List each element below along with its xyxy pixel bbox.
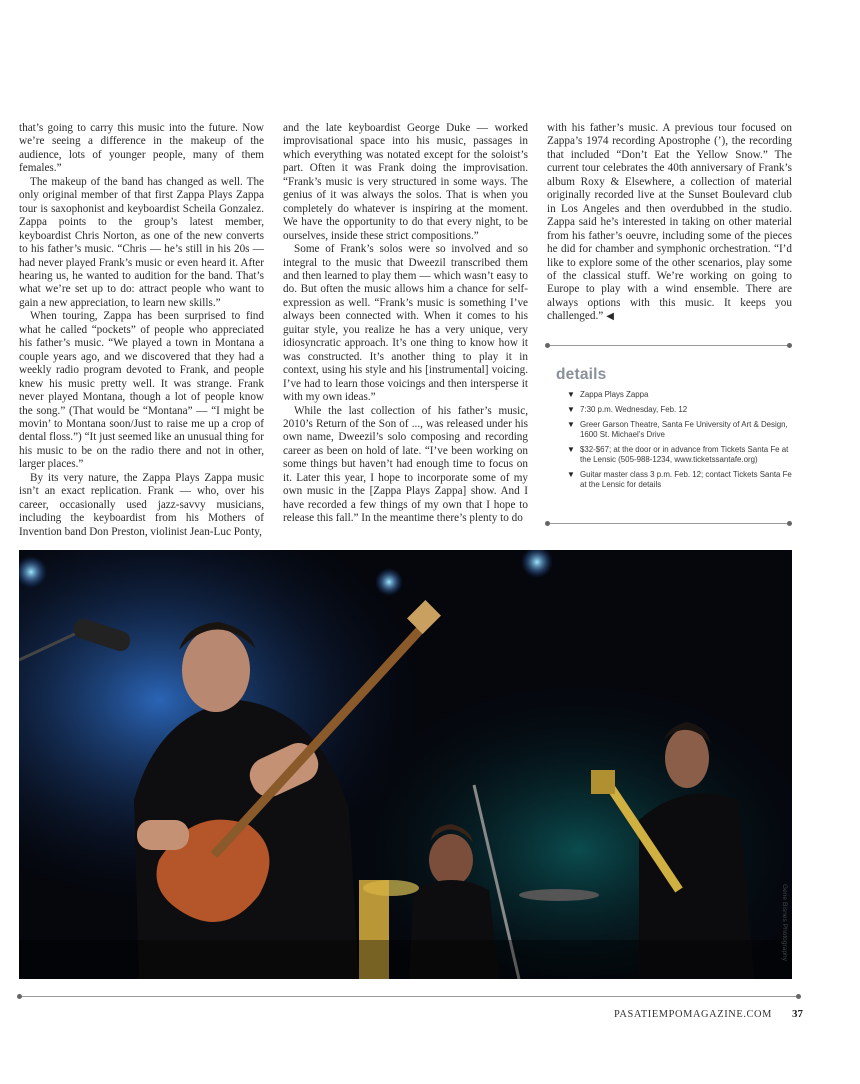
article-column-3 (547, 122, 792, 324)
details-item (547, 405, 792, 415)
details-item-text: Greer Garson Theatre, Santa Fe University of Art & Design, 1600 St. Michael’s Drive (580, 420, 788, 439)
triangle-bullet-icon: ▼ (567, 405, 575, 414)
details-item-text: Zappa Plays Zappa (580, 390, 649, 399)
footer-site-text: PASATIEMPOMAGAZINE.COM (613, 1009, 772, 1020)
footer-rule (19, 996, 799, 997)
details-item-text: $32-$67; at the door or in advance from Tickets Santa Fe at the Lensic (505-988-1234, www.ticketssantafe.org) (580, 445, 789, 464)
triangle-bullet-icon: ▼ (567, 420, 575, 429)
details-box (547, 362, 792, 495)
paragraph: When touring, Zappa has been surprised to find what he called “pockets” of people who appreciated his father’s music. “We played a town in Montana a couple years ago, and we discovered that they had a weekly radio program devoted to Frank, and people knew his music pretty well. It was strange. Frank never played Montana, though a lot of people know the song.” (That would be “Montana” — “I might be movin’ to Montana soon/Just to raise me up a crop of dental floss.”) “It just seemed like an unusual thing for his music to be on the radio there and not in other, larger places.” (19, 310, 264, 471)
paragraph: The makeup of the band has changed as well. The only original member of that first Zappa Plays Zappa tour is saxophonist and keyboardist Scheila Gonzalez. Zappa points to the group’s latest member, keyboardist Chris Norton, as one of the new converts to his father’s music. “Chris — he’s still in his 20s — had never played Frank’s music or even heard it. After hearing us, he wanted to audition for the band. That’s what we’re set up to do: attract people who want to gain a new appreciation, to learn new skills.” (19, 175, 264, 309)
details-bottom-rule (547, 523, 790, 524)
paragraph-text: with his father’s music. A previous tour focused on Zappa’s 1974 recording Apostrophe (’), the recording that included “Don’t Eat the Yellow Snow.” The current tour celebrates the 40th anniversary of Frank’s album Roxy & Elsewhere, a collection of material originally recorded live at the Sunset Boulevard club in Los Angeles and then overdubbed in the studio. Zappa said he’s interested in taking on other material from his father’s oeuvre, including some of the pieces he did for chamber and symphonic orchestration. “I’d like to explore some of the other scenarios, play some of the classical stuff. We’re working on going to Europe to play with a wind ensemble. There are always options with this music. It keeps you challenged.” (547, 122, 792, 323)
page-number: 37 (792, 1008, 803, 1020)
article-column-1 (19, 122, 264, 539)
article-column-2 (283, 122, 528, 526)
details-top-rule (547, 345, 790, 346)
paragraph: Some of Frank’s solos were so involved and so integral to the music that Dweezil transcribed them and then learned to play them — which wasn’t easy to do. But often the music allows him a chance for self-expression as well. “Frank’s music is something I’ve always been connected with. When it comes to his guitar style, you realize he has a very unique, very idiosyncratic approach. It’s one thing to know how it was constructed. It’s another thing to play it in context, using his style and his [instrumental] voicing. I’ve had to learn those voicings and then intersperse it with my own ideas.” (283, 243, 528, 404)
triangle-bullet-icon: ▼ (567, 390, 575, 399)
details-item (547, 390, 792, 400)
stage-light (375, 568, 403, 596)
footer-site (614, 1009, 772, 1020)
triangle-bullet-icon: ▼ (567, 445, 575, 454)
details-item (547, 420, 792, 440)
photo-credit: Gene Bisnes Photography (781, 884, 788, 961)
details-item (547, 470, 792, 490)
details-item-text: Guitar master class 3 p.m. Feb. 12; contact Tickets Santa Fe at the Lensic for details (580, 470, 792, 489)
concert-photo-illustration (19, 550, 792, 979)
paragraph: By its very nature, the Zappa Plays Zappa music isn’t an exact replication. Frank — who, over his career, occasionally used jazz-savvy musicians, including the keyboardist from his Mothers of Invention band Don Preston, violinist Jean-Luc Ponty, (19, 471, 264, 538)
paragraph (547, 122, 792, 324)
triangle-bullet-icon: ▼ (567, 470, 575, 479)
end-mark-icon: ◀ (606, 311, 614, 323)
details-item (547, 445, 792, 465)
paragraph: While the last collection of his father’s music, 2010’s Return of the Son of ..., was released under his own name, Dweezil’s solo composing and recording career as been on hold of late. “I’ve been working on some things but haven’t had enough time to focus on it. Later this year, I hope to incorporate some of my own music in the [Zappa Plays Zappa] show. And I have recorded a few things of my own that I hope to release this fall.” In the meantime there’s plenty to do (283, 404, 528, 525)
details-item-text: 7:30 p.m. Wednesday, Feb. 12 (580, 405, 688, 414)
concert-photo (19, 550, 792, 979)
paragraph: that’s going to carry this music into the future. Now we’re seeing a difference in the makeup of the audience, lots of younger people, many of them females.” (19, 122, 264, 175)
details-heading: details (556, 366, 607, 383)
paragraph: and the late keyboardist George Duke — worked improvisational space into his music, passages in which everything was notated except for the soloist’s part. Often it was Frank doing the improvisation. “Frank’s music is very structured in some ways. The genius of it was always the solos. That is when you completely do whatever is inspiring at the moment. We have the opportunity to do that every night, to be ourselves, inside these strict compositions.” (283, 122, 528, 242)
